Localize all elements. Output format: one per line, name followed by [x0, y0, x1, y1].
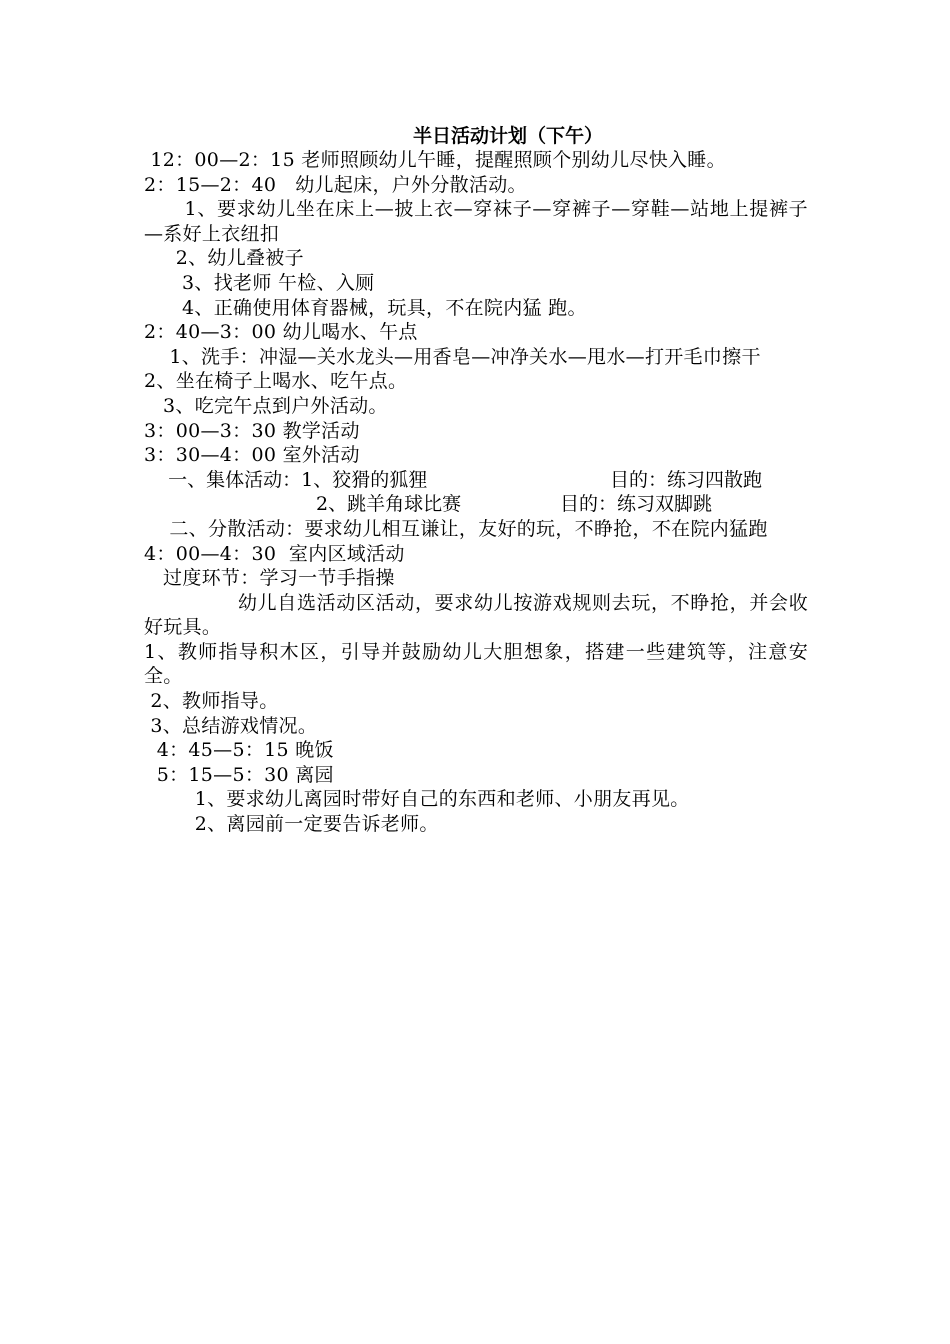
transition-step: 过度环节：学习一节手指操 — [144, 567, 395, 590]
free-activity: 二、分散活动：要求幼儿相互谦让，友好的玩，不睁抢，不在院内猛跑 — [144, 517, 768, 540]
collective-item-2: 2、跳羊角球比赛 — [316, 493, 462, 516]
wakeup-step-4: 4、正确使用体育器械，玩具，不在院内猛 跑。 — [144, 296, 587, 319]
snack-step-1: 1、洗手：冲湿—关水龙头—用香皂—冲净关水—甩水—打开毛巾擦干 — [144, 345, 761, 368]
collective-activity-row-2 — [144, 492, 808, 517]
wakeup-step-1: 1、要求幼儿坐在床上—披上衣—穿袜子—穿裤子—穿鞋—站地上提裤子—系好上衣纽扣 — [144, 198, 808, 245]
wakeup-step-3: 3、找老师 午检、入厕 — [144, 271, 375, 294]
indoor-step-3: 3、总结游戏情况。 — [144, 714, 318, 737]
collective-activity-label: 一、集体活动：1、狡猾的狐狸 — [144, 468, 428, 491]
schedule-nap: 12：00—2：15 老师照顾幼儿午睡，提醒照顾个别幼儿尽快入睡。 — [144, 149, 726, 171]
indoor-step-2: 2、教师指导。 — [144, 690, 279, 713]
schedule-teaching: 3：00—3：30 教学活动 — [144, 419, 360, 442]
collective-goal-1: 目的：练习四散跑 — [610, 468, 763, 491]
collective-activity-row-1 — [144, 468, 808, 493]
schedule-dinner: 4：45—5：15 晚饭 — [144, 739, 334, 762]
snack-step-2: 2、坐在椅子上喝水、吃午点。 — [144, 370, 408, 393]
document-page — [144, 122, 808, 837]
document-title: 半日活动计划（下午） — [412, 125, 603, 147]
schedule-outdoor: 3：30—4：00 室外活动 — [144, 444, 360, 467]
snack-step-3: 3、吃完午点到户外活动。 — [144, 394, 388, 417]
schedule-snack: 2：40—3：00 幼儿喝水、午点 — [144, 321, 418, 344]
area-activity: 幼儿自选活动区活动，要求幼儿按游戏规则去玩，不睁抢，并会收好玩具。 — [144, 591, 808, 639]
schedule-wakeup: 2：15—2：40 幼儿起床，户外分散活动。 — [144, 173, 527, 196]
schedule-leave: 5：15—5：30 离园 — [144, 763, 334, 786]
indoor-step-1: 1、教师指导积木区，引导并鼓励幼儿大胆想象，搭建一些建筑等，注意安全。 — [144, 640, 808, 688]
collective-goal-2: 目的：练习双脚跳 — [560, 493, 713, 516]
wakeup-step-2: 2、幼儿叠被子 — [144, 247, 304, 270]
leave-step-2: 2、离园前一定要告诉老师。 — [144, 813, 439, 836]
leave-step-1: 1、要求幼儿离园时带好自己的东西和老师、小朋友再见。 — [144, 788, 690, 811]
schedule-indoor: 4：00—4：30 室内区域活动 — [144, 542, 405, 565]
